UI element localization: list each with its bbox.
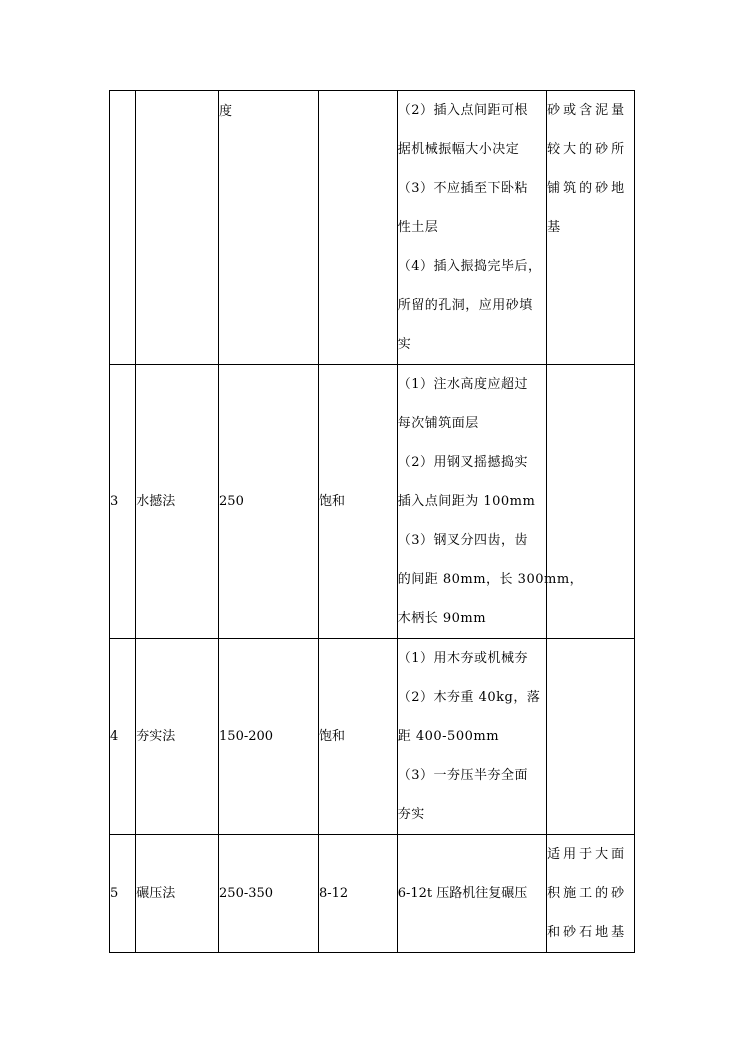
cell-scope xyxy=(547,365,635,639)
note-line: （2）木夯重 40kg，落 xyxy=(397,690,541,705)
cell-no: 3 xyxy=(110,365,136,639)
scope-line: 积施工的砂 xyxy=(547,886,628,901)
cell-method: 碾压法 xyxy=(136,835,219,953)
cell-notes: 6-12t 压路机往复碾压 xyxy=(397,835,546,953)
note-line: 的间距 80mm，长 300mm， xyxy=(397,572,584,587)
cell-scope xyxy=(547,91,635,365)
scope-line: 适用于大面 xyxy=(547,847,628,862)
cell-method: 夯实法 xyxy=(136,639,219,835)
cell-water: 饱和 xyxy=(318,365,397,639)
cell-no: 4 xyxy=(110,639,136,835)
table-row xyxy=(110,91,635,365)
cell-water xyxy=(318,91,397,365)
note-line: （3）一夯压半夯全面 xyxy=(397,768,528,783)
note-line: 夯实 xyxy=(397,807,425,822)
cell-thickness: 度 xyxy=(219,91,319,365)
note-line: 每次铺筑面层 xyxy=(397,416,479,431)
scope-line: 较大的砂所 xyxy=(547,142,628,157)
cell-scope xyxy=(547,639,635,835)
table-row xyxy=(110,365,635,639)
scope-line: 和砂石地基 xyxy=(547,925,628,940)
cell-notes xyxy=(397,91,546,365)
cell-no xyxy=(110,91,136,365)
note-line: （3）不应插至下卧粘 xyxy=(397,181,528,196)
note-line: （4）插入振捣完毕后， xyxy=(397,259,542,274)
note-line: 据机械振幅大小决定 xyxy=(397,142,520,157)
scope-line: 基 xyxy=(547,220,564,235)
cell-thickness: 250-350 xyxy=(219,835,319,953)
table-row xyxy=(110,835,635,953)
note-line: 插入点间距为 100mm xyxy=(397,494,536,509)
cell-notes xyxy=(397,639,546,835)
note-line: （1）用木夯或机械夯 xyxy=(397,651,528,666)
cell-method: 水撼法 xyxy=(136,365,219,639)
cell-water: 饱和 xyxy=(318,639,397,835)
table-row xyxy=(110,639,635,835)
cell-water: 8-12 xyxy=(318,835,397,953)
cell-method xyxy=(136,91,219,365)
construction-method-table xyxy=(109,90,635,953)
cell-notes xyxy=(397,365,584,639)
cell-scope xyxy=(547,835,635,953)
note-line: 实 xyxy=(397,337,412,352)
note-line: 木柄长 90mm xyxy=(397,611,487,626)
scope-line: 铺筑的砂地 xyxy=(547,181,628,196)
note-line: 所留的孔洞，应用砂填 xyxy=(397,298,533,313)
cell-no: 5 xyxy=(110,835,136,953)
note-line: 距 400-500mm xyxy=(397,729,500,744)
note-line: （2）插入点间距可根 xyxy=(397,103,528,118)
note-line: （1）注水高度应超过 xyxy=(397,377,528,392)
note-line: （3）钢叉分四齿，齿 xyxy=(397,533,528,548)
scope-line: 砂或含泥量 xyxy=(547,103,628,118)
cell-thickness: 250 xyxy=(219,365,319,639)
note-line: 性土层 xyxy=(397,220,439,235)
note-line: （2）用钢叉摇撼捣实 xyxy=(397,455,528,470)
cell-thickness: 150-200 xyxy=(219,639,319,835)
